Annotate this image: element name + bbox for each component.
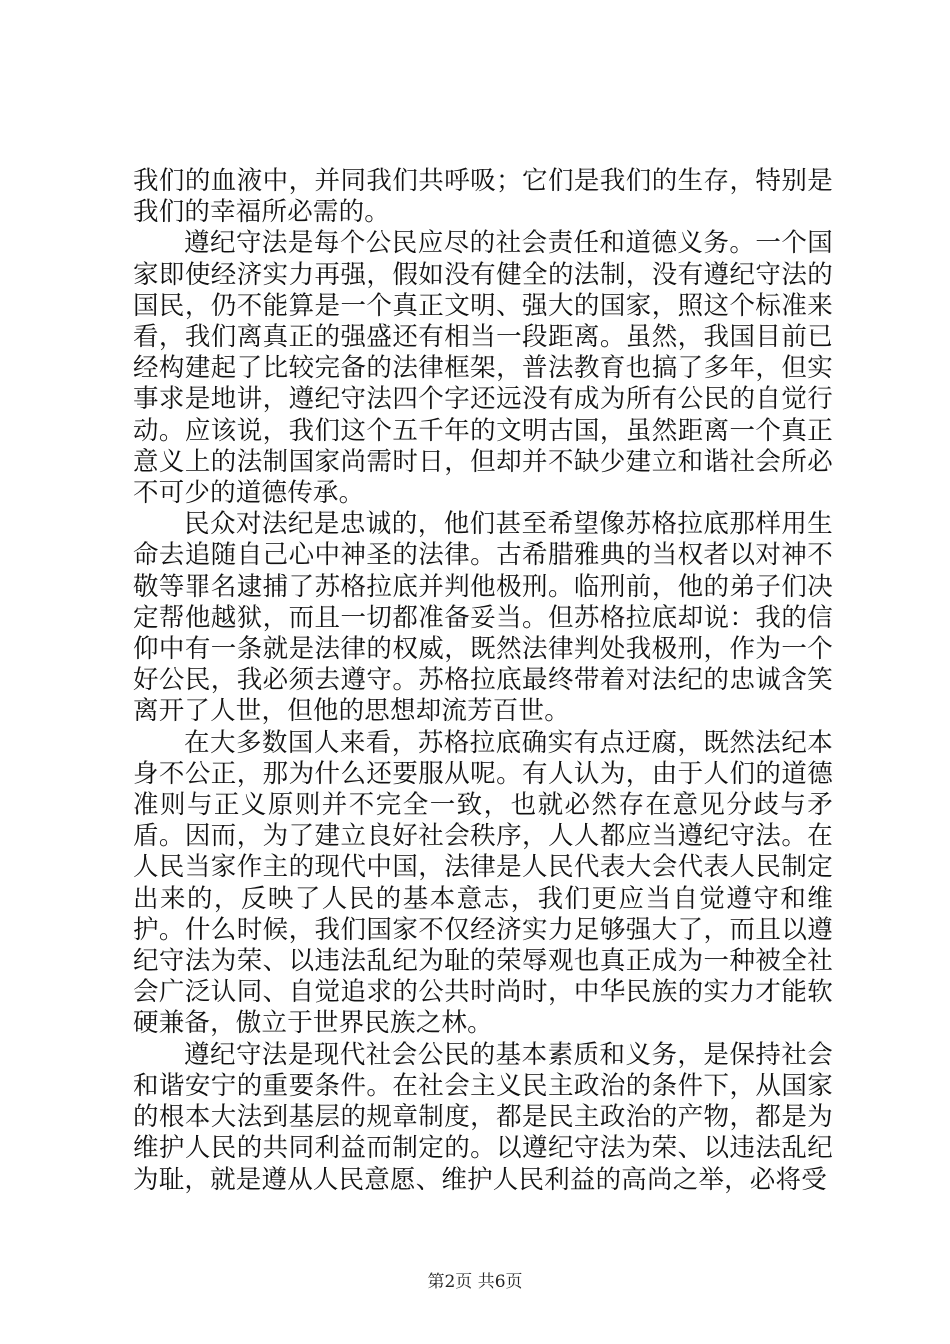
page-footer: 第2页 共6页 [427,1272,523,1292]
paragraph: 遵纪守法是每个公民应尽的社会责任和道德义务。一个国家即使经济实力再强，假如没有健全的法制，没有遵纪守法的国民，仍不能算是一个真正文明、强大的国家，照这个标准来看，我们离真正的强盛还有相当一段距离。虽然，我国目前已经构建起了比较完备的法律框架，普法教育也搞了多年，但实事求是地讲，遵纪守法四个字还远没有成为所有公民的自觉行动。应该说，我们这个五千年的文明古国，虽然距离一个真正意义上的法制国家尚需时日，但却并不缺少建立和谐社会所必不可少的道德传承。 [133,228,833,509]
paragraph: 遵纪守法是现代社会公民的基本素质和义务，是保持社会和谐安宁的重要条件。在社会主义民主政治的条件下，从国家的根本大法到基层的规章制度，都是民主政治的产物，都是为维护人民的共同利益而制定的。以遵纪守法为荣、以违法乱纪为耻，就是遵从人民意愿、维护人民利益的高尚之举，必将受 [133,1039,833,1195]
body-text [133,166,833,1196]
paragraph: 民众对法纪是忠诚的，他们甚至希望像苏格拉底那样用生命去追随自己心中神圣的法律。古希腊雅典的当权者以对神不敬等罪名逮捕了苏格拉底并判他极刑。临刑前，他的弟子们决定帮他越狱，而且一切都准备妥当。但苏格拉底却说：我的信仰中有一条就是法律的权威，既然法律判处我极刑，作为一个好公民，我必须去遵守。苏格拉底最终带着对法纪的忠诚含笑离开了人世，但他的思想却流芳百世。 [133,509,833,727]
paragraph: 在大多数国人来看，苏格拉底确实有点迂腐，既然法纪本身不公正，那为什么还要服从呢。有人认为，由于人们的道德准则与正义原则并不完全一致，也就必然存在意见分歧与矛盾。因而，为了建立良好社会秩序，人人都应当遵纪守法。在人民当家作主的现代中国，法律是人民代表大会代表人民制定出来的，反映了人民的基本意志，我们更应当自觉遵守和维护。什么时候，我们国家不仅经济实力足够强大了，而且以遵纪守法为荣、以违法乱纪为耻的荣辱观也真正成为一种被全社会广泛认同、自觉追求的公共时尚时，中华民族的实力才能软硬兼备，傲立于世界民族之林。 [133,727,833,1039]
paragraph-continued: 我们的血液中，并同我们共呼吸；它们是我们的生存，特别是我们的幸福所必需的。 [133,166,833,228]
